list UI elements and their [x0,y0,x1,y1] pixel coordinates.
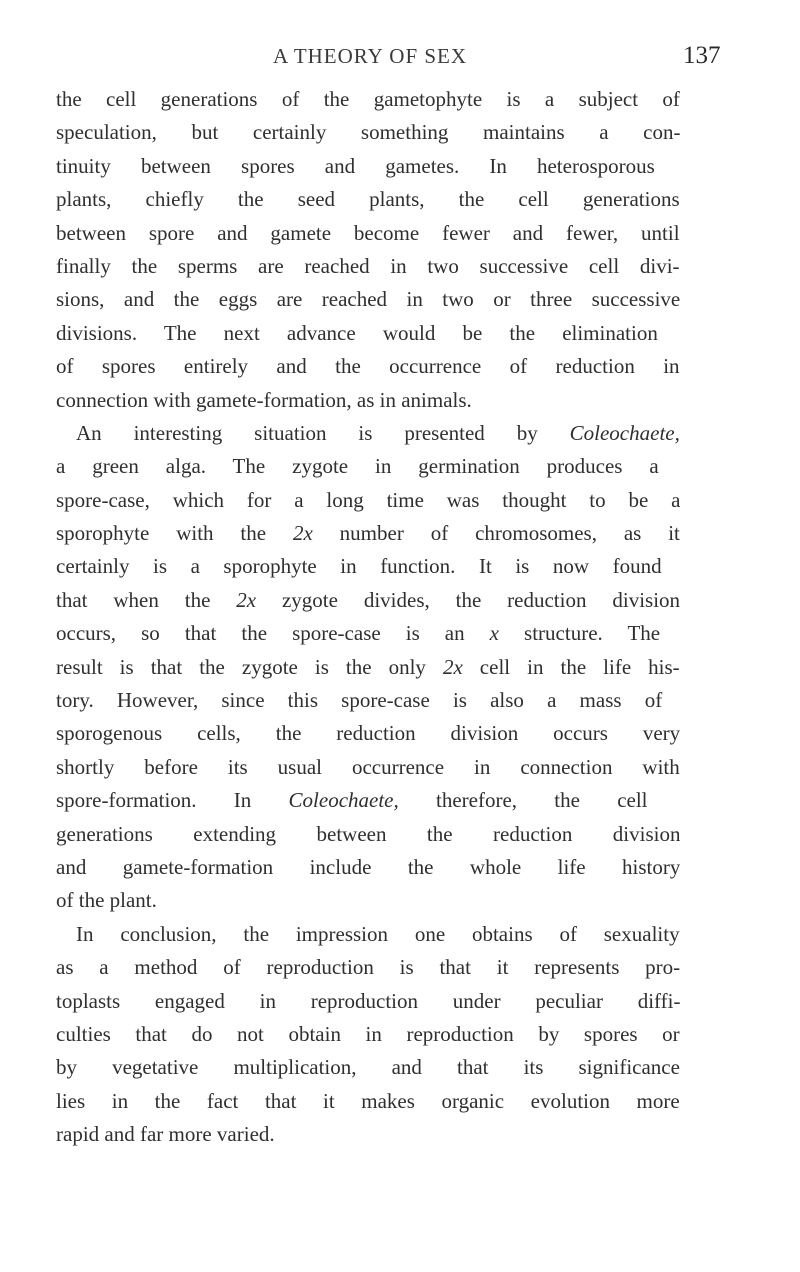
text-segment: that when the [56,587,237,612]
text-line [56,417,680,450]
body-text [56,83,680,1152]
text-line [56,384,680,417]
text-line [56,450,680,483]
text-line [56,1018,680,1051]
text-segment: of spores entirely and the occurrence of reduction in [56,354,680,379]
text-segment: number of chromosomes, as it [312,521,680,546]
text-line [56,717,680,750]
text-line [56,784,680,817]
text-line [56,150,680,183]
italic-text: Coleochaete, [288,788,399,813]
text-line [56,83,680,116]
text-segment: tory. However, since this spore-case is also a mass of [56,688,663,713]
text-line [56,183,680,216]
italic-text: 2x [292,521,313,546]
text-line [56,951,680,984]
text-segment: connection with gamete-formation, as in animals. [56,387,472,412]
text-line [56,317,680,350]
text-segment: In conclusion, the impression one obtains of sexuality [76,921,680,946]
italic-text: 2x [236,587,257,612]
text-segment: generations extending between the reduction division [56,821,680,846]
text-line [56,1118,680,1151]
text-line [56,350,680,383]
text-line [56,651,680,684]
text-line [56,550,680,583]
text-segment: sporogenous cells, the reduction division occurs very [56,721,680,746]
text-segment: certainly is a sporophyte in function. It is now found [56,554,662,579]
text-line [56,985,680,1018]
text-line [56,818,680,851]
text-segment: therefore, the cell [398,788,648,813]
text-segment: speculation, but certainly something maintains a con- [56,120,680,145]
text-segment: structure. The [499,621,661,646]
text-line [56,851,680,884]
text-segment: a green alga. The zygote in germination produces a [56,454,659,479]
text-segment: of the plant. [56,888,157,913]
text-segment: finally the sperms are reached in two successive cell divi- [56,253,680,278]
text-segment: spore-formation. In [56,788,289,813]
text-line [56,250,680,283]
page-number: 137 [683,42,721,69]
text-segment: between spore and gamete become fewer and fewer, until [56,220,680,245]
text-line [56,751,680,784]
text-segment: shortly before its usual occurrence in connection with [56,754,680,779]
text-line [56,1085,680,1118]
text-segment: divisions. The next advance would be the elimination [56,320,658,345]
text-segment: and gamete-formation include the whole life history [56,854,680,879]
text-segment: plants, chiefly the seed plants, the cell generations [56,187,680,212]
text-line [56,217,680,250]
text-segment: toplasts engaged in reproduction under peculiar diffi- [56,988,680,1013]
text-line [56,617,680,650]
text-segment: occurs, so that the spore-case is an [56,621,490,646]
text-segment: the cell generations of the gametophyte is a subject of [56,87,680,111]
text-line [56,918,680,951]
text-segment: rapid and far more varied. [56,1122,275,1147]
text-line [56,1051,680,1084]
text-segment: by vegetative multiplication, and that its significance [56,1055,680,1080]
text-line [56,283,680,316]
italic-text: 2x [442,654,463,679]
text-segment: spore-case, which for a long time was thought to be a [56,487,680,512]
text-segment: tinuity between spores and gametes. In heterosporous [56,153,655,178]
text-segment: result is that the zygote is the only [56,654,443,679]
text-line [56,584,680,617]
text-segment: lies in the fact that it makes organic evolution more [56,1088,680,1113]
text-segment: sporophyte with the [56,521,293,546]
text-line [56,517,680,550]
text-segment: An interesting situation is presented by [76,420,570,445]
text-segment: culties that do not obtain in reproduction by spores or [56,1021,680,1046]
text-segment: cell in the life his- [462,654,680,679]
running-head: A THEORY OF SEX [272,44,468,68]
italic-text: x [489,621,499,646]
text-line [56,884,680,917]
text-segment: sions, and the eggs are reached in two or three successive [56,287,680,312]
text-segment: as a method of reproduction is that it represents pro- [56,955,680,980]
text-line [56,684,680,717]
italic-text: Coleochaete, [569,420,680,445]
text-segment: zygote divides, the reduction division [256,587,680,612]
text-line [56,116,680,149]
text-line [56,484,680,517]
